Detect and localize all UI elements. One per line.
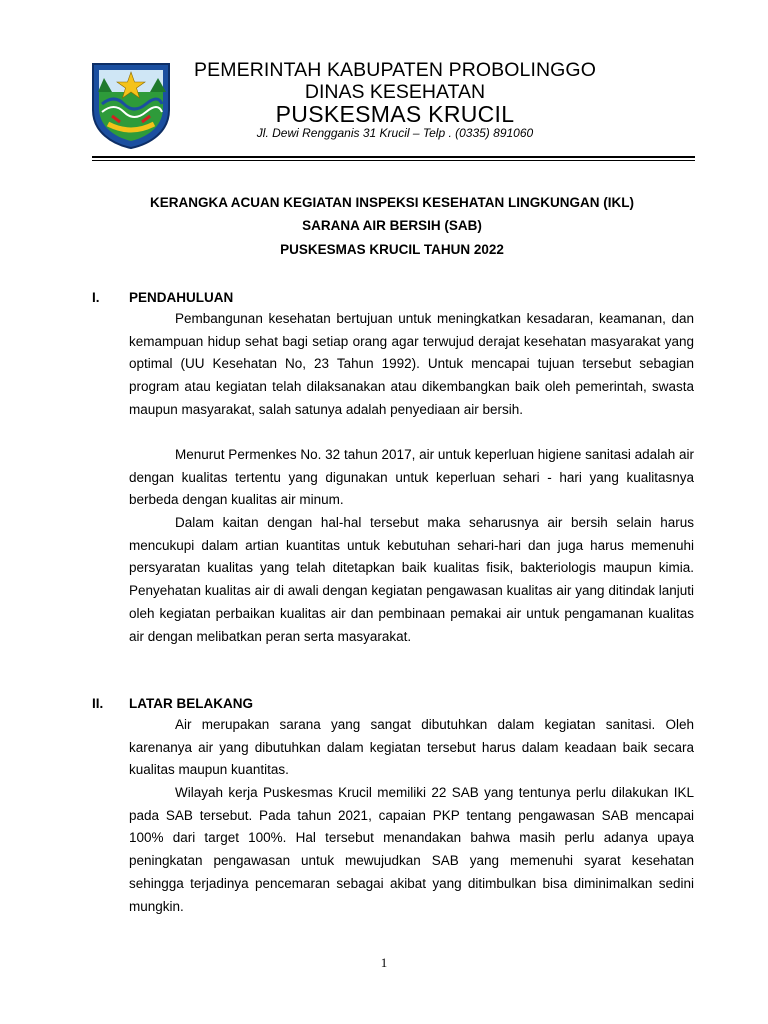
section-heading: LATAR BELAKANG <box>129 696 253 711</box>
document-subtitle: SARANA AIR BERSIH (SAB) <box>302 218 482 233</box>
section-number: I. <box>92 290 100 305</box>
section-heading: PENDAHULUAN <box>129 290 234 305</box>
document-subtitle-year: PUSKESMAS KRUCIL TAHUN 2022 <box>280 242 504 257</box>
page-number: 1 <box>380 955 388 970</box>
section-number: II. <box>92 696 104 711</box>
letterhead-divider-thin <box>92 160 695 161</box>
letterhead-divider <box>92 156 695 158</box>
document-title: KERANGKA ACUAN KEGIATAN INSPEKSI KESEHATAN LINGKUNGAN (IKL) <box>150 195 634 210</box>
letterhead-address: Jl. Dewi Rengganis 31 Krucil – Telp . (0335) 891060 <box>256 126 534 140</box>
paragraph: Dalam kaitan dengan hal-hal tersebut maka seharusnya air bersih selain harus mencukupi dalam artian kuantitas untuk kebutuhan sehari-hari dan juga harus memenuhi persyaratan kualitas yang telah ditetapkan baik kualitas fisik, bakteriologis maupun kimia. Penyehatan kualitas air di awali dengan kegiatan pengawasan kualitas air yang ditindak lanjuti oleh kegiatan perbaikan kualitas air dan pembinaan pemakai air untuk pengamanan kualitas air dengan melibatkan peran serta masyarakat. <box>129 515 694 644</box>
paragraph: Air merupakan sarana yang sangat dibutuhkan dalam kegiatan sanitasi. Oleh karenanya air yang dibutuhkan dalam kegiatan tersebut harus dalam keadaan baik secara kualitas maupun kuantitas. <box>129 717 694 778</box>
letterhead-department: DINAS KESEHATAN <box>304 81 486 103</box>
paragraph: Menurut Permenkes No. 32 tahun 2017, air untuk keperluan higiene sanitasi adalah air dengan kualitas tertentu yang digunakan untuk keperluan sehari - hari yang kualitasnya berbeda dengan kualitas air minum. <box>129 447 694 508</box>
paragraph: Pembangunan kesehatan bertujuan untuk meningkatkan kesadaran, keamanan, dan kemampuan hidup sehat bagi setiap orang agar terwujud derajat kesehatan masyarakat yang optimal (UU Kesehatan No, 23 Tahun 1992). Untuk mencapai tujuan tersebut sebagian program atau kegiatan telah dilaksanakan atau dikembangkan baik oleh pemerintah, swasta maupun masyarakat, salah satunya adalah penyediaan air bersih. <box>129 311 694 417</box>
letterhead-institution: PUSKESMAS KRUCIL <box>275 101 515 127</box>
paragraph: Wilayah kerja Puskesmas Krucil memiliki 22 SAB yang tentunya perlu dilakukan IKL pada SAB tersebut. Pada tahun 2021, capaian PKP tentang pengawasan SAB mencapai 100% dari target 100%. Hal tersebut menandakan bahwa masih perlu adanya upaya peningkatan pengawasan untuk mewujudkan SAB yang memenuhi syarat kesehatan sehingga terjadinya pencemaran sebagai akibat yang ditimbulkan bisa diminimalkan sedini mungkin. <box>129 785 694 914</box>
letterhead-government: PEMERINTAH KABUPATEN PROBOLINGGO <box>194 59 596 81</box>
